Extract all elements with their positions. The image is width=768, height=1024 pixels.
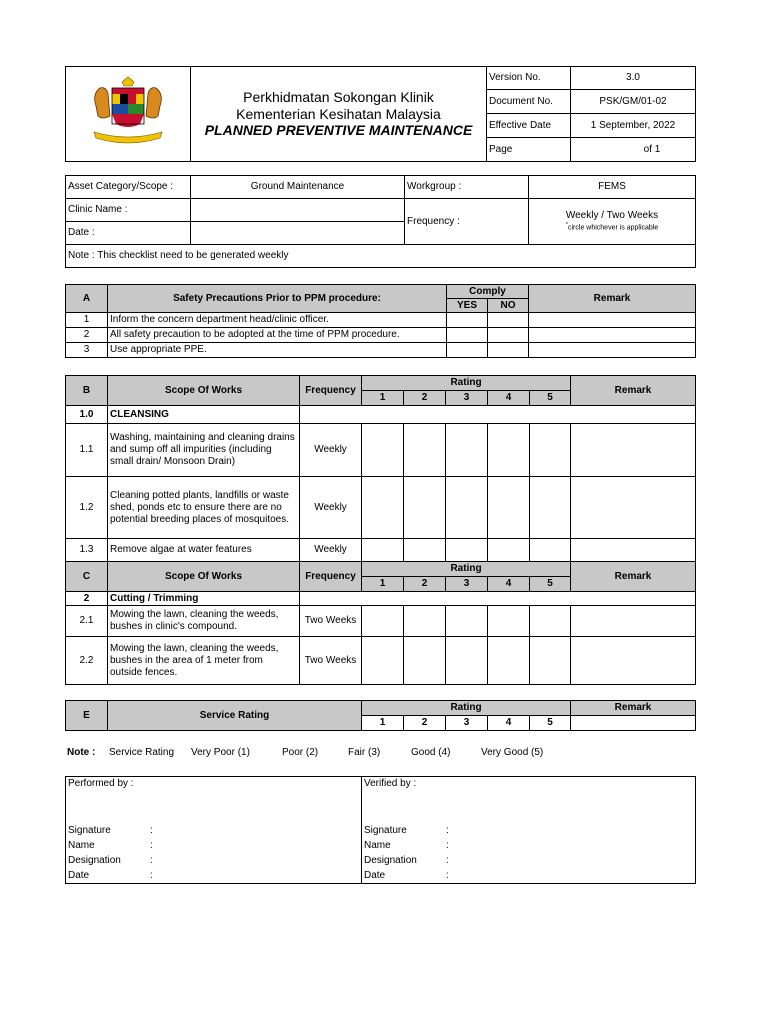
- designation-field[interactable]: :: [446, 854, 449, 866]
- table-row: [66, 637, 696, 685]
- asset-value: Ground Maintenance: [191, 176, 405, 199]
- rating-cell[interactable]: [488, 606, 530, 637]
- row-text: Use appropriate PPE.: [108, 343, 447, 358]
- table-row: [66, 313, 696, 328]
- performed-by-label: Performed by :: [68, 778, 134, 789]
- frequency-value: Weekly / Two Weeks: [565, 210, 659, 222]
- checklist-note: Note : This checklist need to be generated weekly: [66, 245, 696, 268]
- frequency-header: Frequency: [300, 562, 362, 592]
- section-b-code: B: [66, 376, 108, 406]
- row-number: 3: [66, 343, 108, 358]
- frequency-header: Frequency: [300, 376, 362, 406]
- remark-field[interactable]: [529, 328, 696, 343]
- remark-header: Remark: [529, 285, 696, 313]
- remark-field[interactable]: [571, 716, 696, 731]
- rating-cell[interactable]: [362, 477, 404, 539]
- rating-1-option[interactable]: 1: [362, 716, 404, 731]
- asset-label: Asset Category/Scope :: [66, 176, 191, 199]
- rating-3-option[interactable]: 3: [446, 716, 488, 731]
- row-text: Mowing the lawn, cleaning the weeds, bushes in clinic's compound.: [108, 606, 300, 637]
- performed-by-block: [66, 777, 362, 884]
- rating-cell[interactable]: [362, 637, 404, 685]
- row-text: Washing, maintaining and cleaning drains and sump off all impurities (including small drain/ Monsoon Drain): [108, 424, 300, 477]
- frequency-note: circle whichever is applicable: [568, 224, 659, 232]
- date-field[interactable]: :: [150, 869, 153, 881]
- rating-cell[interactable]: [530, 637, 571, 685]
- row-frequency: Weekly: [300, 424, 362, 477]
- frequency-value-cell[interactable]: [529, 199, 696, 245]
- rating-4-option[interactable]: 4: [488, 716, 530, 731]
- org-line-1: Perkhidmatan Sokongan Klinik: [243, 88, 434, 105]
- row-number: 1.1: [66, 424, 108, 477]
- rating-cell[interactable]: [362, 606, 404, 637]
- name-field[interactable]: :: [446, 839, 449, 851]
- rating-5-option[interactable]: 5: [530, 716, 571, 731]
- no-header: NO: [488, 299, 529, 313]
- rating-cell[interactable]: [446, 637, 488, 685]
- info-table: [65, 175, 696, 268]
- meta-label: Effective Date: [487, 114, 571, 138]
- rating-cell[interactable]: [404, 606, 446, 637]
- rating-cell[interactable]: [530, 606, 571, 637]
- row-frequency: Two Weeks: [300, 606, 362, 637]
- row-frequency: Weekly: [300, 539, 362, 562]
- service-rating-header: Service Rating: [108, 701, 362, 731]
- rating-cell[interactable]: [404, 637, 446, 685]
- remark-field[interactable]: [571, 477, 696, 539]
- frequency-label: Frequency :: [405, 199, 529, 245]
- section-e-table: [65, 700, 696, 731]
- row-number: 2.1: [66, 606, 108, 637]
- comply-header: Comply: [447, 285, 529, 299]
- row-number: 1.3: [66, 539, 108, 562]
- remark-header: Remark: [571, 376, 696, 406]
- name-label: Name: [68, 839, 95, 851]
- remark-field[interactable]: [571, 424, 696, 477]
- signature-label: Signature: [68, 824, 111, 836]
- remark-field[interactable]: [571, 637, 696, 685]
- row-frequency: Weekly: [300, 477, 362, 539]
- row-text: Inform the concern department head/clinic officer.: [108, 313, 447, 328]
- remark-header: Remark: [571, 701, 696, 716]
- group-title: Cutting / Trimming: [108, 592, 300, 606]
- rating-note-item: Service Rating: [109, 747, 175, 758]
- org-title-block: [191, 67, 487, 162]
- rating-note-item: Good (4): [411, 747, 451, 758]
- table-row: [66, 606, 696, 637]
- rating-note-label: Note :: [67, 747, 96, 758]
- rating-note-item: Fair (3): [348, 747, 381, 758]
- rating-header: Rating: [362, 701, 571, 716]
- rating-cell[interactable]: [488, 637, 530, 685]
- group-number: 2: [66, 592, 108, 606]
- yes-checkbox[interactable]: [447, 328, 488, 343]
- scope-header: Scope Of Works: [108, 562, 300, 592]
- rating-3-header: 3: [446, 577, 488, 592]
- rating-cell[interactable]: [488, 477, 530, 539]
- rating-cell[interactable]: [530, 477, 571, 539]
- section-c-code: C: [66, 562, 108, 592]
- date-field[interactable]: :: [446, 869, 449, 881]
- scope-header: Scope Of Works: [108, 376, 300, 406]
- rating-cell[interactable]: [488, 424, 530, 477]
- row-frequency: Two Weeks: [300, 637, 362, 685]
- remark-field[interactable]: [529, 313, 696, 328]
- rating-header: Rating: [362, 562, 571, 577]
- row-text: All safety precaution to be adopted at the time of PPM procedure.: [108, 328, 447, 343]
- rating-cell[interactable]: [488, 539, 530, 562]
- meta-label: Version No.: [487, 67, 571, 90]
- rating-cell[interactable]: [446, 606, 488, 637]
- signature-label: Signature: [364, 824, 407, 836]
- header-table: [65, 66, 696, 162]
- designation-field[interactable]: :: [150, 854, 153, 866]
- table-row: [66, 424, 696, 477]
- group-title: CLEANSING: [108, 406, 300, 424]
- rating-note-item: Poor (2): [282, 747, 319, 758]
- rating-header: Rating: [362, 376, 571, 391]
- row-text: Mowing the lawn, cleaning the weeds, bushes in the area of 1 meter from outside fences.: [108, 637, 300, 685]
- row-number: 2: [66, 328, 108, 343]
- rating-4-header: 4: [488, 577, 530, 592]
- frequency-star: *: [565, 222, 568, 229]
- no-checkbox[interactable]: [488, 343, 529, 358]
- meta-value: 1 September, 2022: [571, 114, 696, 138]
- designation-label: Designation: [364, 854, 417, 866]
- rating-2-header: 2: [404, 577, 446, 592]
- no-checkbox[interactable]: [488, 313, 529, 328]
- rating-cell[interactable]: [404, 539, 446, 562]
- coat-of-arms-icon: [88, 76, 168, 148]
- rating-3-header: 3: [446, 391, 488, 406]
- yes-checkbox[interactable]: [447, 343, 488, 358]
- rating-cell[interactable]: [362, 539, 404, 562]
- rating-cell[interactable]: [446, 477, 488, 539]
- date-label: Date :: [66, 222, 191, 245]
- rating-2-header: 2: [404, 391, 446, 406]
- meta-label: Page: [487, 138, 571, 162]
- row-number: 2.2: [66, 637, 108, 685]
- remark-field[interactable]: [571, 606, 696, 637]
- remark-field[interactable]: [529, 343, 696, 358]
- name-field[interactable]: :: [150, 839, 153, 851]
- remark-header: Remark: [571, 562, 696, 592]
- section-e-code: E: [66, 701, 108, 731]
- rating-2-option[interactable]: 2: [404, 716, 446, 731]
- meta-value: of 1: [571, 138, 696, 162]
- coat-of-arms-logo: [66, 67, 191, 162]
- clinic-value-field[interactable]: [191, 199, 405, 222]
- table-row: [66, 343, 696, 358]
- no-checkbox[interactable]: [488, 328, 529, 343]
- table-row: [66, 539, 696, 562]
- rating-cell[interactable]: [404, 477, 446, 539]
- rating-4-header: 4: [488, 391, 530, 406]
- date-label: Date: [68, 869, 90, 881]
- rating-5-header: 5: [530, 577, 571, 592]
- rating-cell[interactable]: [362, 424, 404, 477]
- verified-by-label: Verified by :: [364, 778, 417, 789]
- clinic-label: Clinic Name :: [66, 199, 191, 222]
- rating-note-item: Very Good (5): [481, 747, 544, 758]
- rating-cell[interactable]: [530, 424, 571, 477]
- rating-cell[interactable]: [446, 539, 488, 562]
- row-text: Cleaning potted plants, landfills or waste shed, ponds etc to ensure there are no potential breeding places of mosquitoes.: [108, 477, 300, 539]
- meta-value: PSK/GM/01-02: [571, 90, 696, 114]
- remark-field[interactable]: [571, 539, 696, 562]
- date-value-field[interactable]: [191, 222, 405, 245]
- meta-label: Document No.: [487, 90, 571, 114]
- signature-field[interactable]: :: [446, 824, 449, 836]
- group-number: 1.0: [66, 406, 108, 424]
- row-text: Remove algae at water features: [108, 539, 300, 562]
- rating-5-header: 5: [530, 391, 571, 406]
- rating-1-header: 1: [362, 391, 404, 406]
- rating-1-header: 1: [362, 577, 404, 592]
- rating-cell[interactable]: [404, 424, 446, 477]
- row-number: 1: [66, 313, 108, 328]
- document-title: PLANNED PREVENTIVE MAINTENANCE: [204, 122, 473, 139]
- signoff-table: [65, 776, 696, 884]
- section-a-heading: Safety Precautions Prior to PPM procedure:: [108, 285, 447, 313]
- section-b-c-table: [65, 375, 696, 685]
- org-line-2: Kementerian Kesihatan Malaysia: [236, 105, 441, 122]
- designation-label: Designation: [68, 854, 121, 866]
- section-a-code: A: [66, 285, 108, 313]
- table-row: [66, 328, 696, 343]
- signature-field[interactable]: :: [150, 824, 153, 836]
- rating-cell[interactable]: [446, 424, 488, 477]
- yes-checkbox[interactable]: [447, 313, 488, 328]
- workgroup-value: FEMS: [529, 176, 696, 199]
- workgroup-label: Workgroup :: [405, 176, 529, 199]
- table-row: [66, 477, 696, 539]
- date-label: Date: [364, 869, 386, 881]
- rating-cell[interactable]: [530, 539, 571, 562]
- verified-by-block: [362, 777, 696, 884]
- rating-note-item: Very Poor (1): [191, 747, 250, 758]
- row-number: 1.2: [66, 477, 108, 539]
- section-a-table: [65, 284, 696, 358]
- meta-value: 3.0: [571, 67, 696, 90]
- name-label: Name: [364, 839, 391, 851]
- yes-header: YES: [447, 299, 488, 313]
